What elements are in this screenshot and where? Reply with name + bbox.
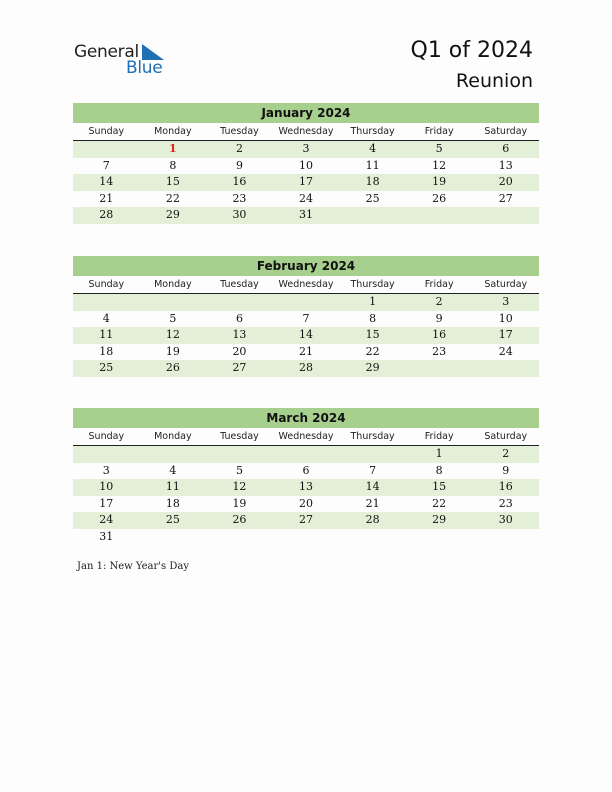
day-cell xyxy=(140,446,207,463)
day-cell: 23 xyxy=(498,496,513,510)
page-title: Q1 of 2024 xyxy=(410,38,533,63)
day-cell xyxy=(73,141,140,158)
day-cell: 17 xyxy=(99,496,114,510)
day-cell: 26 xyxy=(432,191,447,205)
day-cell: 24 xyxy=(299,191,314,205)
day-cell: 17 xyxy=(299,175,314,188)
week-row xyxy=(73,344,539,361)
day-cell: 18 xyxy=(365,175,380,188)
weekday-label: Friday xyxy=(424,279,454,290)
day-cell: 20 xyxy=(232,344,247,358)
day-cell: 5 xyxy=(169,311,177,325)
day-cell: 3 xyxy=(302,142,310,155)
day-cell: 1 xyxy=(435,447,443,460)
logo-text-blue: Blue xyxy=(126,58,163,78)
day-cell: 27 xyxy=(232,361,247,374)
day-cell xyxy=(472,529,539,546)
day-cell: 15 xyxy=(165,175,180,188)
weekday-label: Thursday xyxy=(350,279,395,290)
weekday-label: Wednesday xyxy=(278,431,334,442)
weekday-label: Monday xyxy=(154,126,192,137)
day-cell: 5 xyxy=(235,463,243,477)
week-row xyxy=(73,463,539,480)
month-title: February 2024 xyxy=(73,256,539,276)
day-cell: 21 xyxy=(299,344,314,358)
weekday-label: Wednesday xyxy=(278,126,334,137)
week-row xyxy=(73,529,539,546)
day-cell: 28 xyxy=(299,361,314,374)
day-cell: 28 xyxy=(365,513,380,526)
day-cell xyxy=(472,207,539,224)
day-cell: 1 xyxy=(369,295,377,308)
day-cell: 10 xyxy=(299,158,314,172)
weekday-label: Friday xyxy=(424,431,454,442)
day-cell xyxy=(273,529,340,546)
day-cell: 19 xyxy=(432,175,447,188)
week-row xyxy=(73,446,539,463)
week-row xyxy=(73,479,539,496)
weekday-header-row xyxy=(73,123,539,141)
day-cell: 26 xyxy=(232,513,247,526)
day-cell: 11 xyxy=(99,328,114,341)
month-title: January 2024 xyxy=(73,103,539,123)
day-cell xyxy=(73,294,140,311)
weekday-label: Saturday xyxy=(484,126,528,137)
weekday-label: Monday xyxy=(154,279,192,290)
week-row xyxy=(73,512,539,529)
day-cell: 10 xyxy=(498,311,513,325)
day-cell: 16 xyxy=(432,328,447,341)
month-calendar-march xyxy=(73,408,539,545)
day-cell xyxy=(73,446,140,463)
day-cell: 29 xyxy=(365,361,380,374)
day-cell: 8 xyxy=(435,463,443,477)
day-cell: 4 xyxy=(169,463,177,477)
day-cell: 11 xyxy=(165,480,180,493)
day-cell: 8 xyxy=(369,311,377,325)
day-cell: 23 xyxy=(232,191,247,205)
weekday-label: Saturday xyxy=(484,431,528,442)
week-row xyxy=(73,311,539,328)
month-calendar-february xyxy=(73,256,539,377)
day-cell xyxy=(140,529,207,546)
day-cell: 6 xyxy=(502,142,510,155)
day-cell: 30 xyxy=(498,513,513,526)
day-cell: 24 xyxy=(99,513,114,526)
day-cell: 4 xyxy=(102,311,110,325)
day-cell: 17 xyxy=(498,328,513,341)
day-cell: 10 xyxy=(99,480,114,493)
day-cell xyxy=(406,207,473,224)
month-title: March 2024 xyxy=(73,408,539,428)
day-cell: 13 xyxy=(299,480,314,493)
week-row xyxy=(73,141,539,158)
weekday-label: Sunday xyxy=(88,431,125,442)
day-cell xyxy=(472,360,539,377)
day-cell: 19 xyxy=(165,344,180,358)
day-cell: 18 xyxy=(165,496,180,510)
day-cell xyxy=(206,529,273,546)
day-cell: 21 xyxy=(99,191,114,205)
day-cell: 30 xyxy=(232,208,247,221)
weekday-label: Tuesday xyxy=(220,431,259,442)
day-cell: 22 xyxy=(165,191,180,205)
day-cell: 16 xyxy=(232,175,247,188)
day-cell: 2 xyxy=(502,447,510,460)
day-cell: 29 xyxy=(432,513,447,526)
day-cell xyxy=(273,294,340,311)
generalblue-logo xyxy=(74,42,174,78)
day-cell xyxy=(140,294,207,311)
day-cell: 3 xyxy=(102,463,110,477)
day-cell: 4 xyxy=(369,142,377,155)
week-row xyxy=(73,207,539,224)
weekday-label: Wednesday xyxy=(278,279,334,290)
holiday-note: Jan 1: New Year's Day xyxy=(77,561,189,572)
day-cell: 21 xyxy=(365,496,380,510)
day-cell: 24 xyxy=(498,344,513,358)
week-row xyxy=(73,191,539,208)
weekday-header-row xyxy=(73,428,539,446)
day-cell: 12 xyxy=(432,158,447,172)
day-cell: 20 xyxy=(299,496,314,510)
day-cell: 15 xyxy=(365,328,380,341)
day-cell: 31 xyxy=(299,208,314,221)
day-cell: 13 xyxy=(498,158,513,172)
weekday-label: Friday xyxy=(424,126,454,137)
logo-text-general: General xyxy=(74,42,139,62)
day-cell: 6 xyxy=(235,311,243,325)
day-cell xyxy=(406,529,473,546)
week-row xyxy=(73,360,539,377)
day-cell xyxy=(206,446,273,463)
day-cell xyxy=(206,294,273,311)
day-cell: 9 xyxy=(235,158,243,172)
day-cell: 15 xyxy=(432,480,447,493)
day-cell: 27 xyxy=(498,191,513,205)
weekday-label: Sunday xyxy=(88,279,125,290)
weekday-label: Saturday xyxy=(484,279,528,290)
day-cell: 12 xyxy=(232,480,247,493)
day-cell xyxy=(339,529,406,546)
day-cell: 18 xyxy=(99,344,114,358)
day-cell: 6 xyxy=(302,463,310,477)
day-cell: 22 xyxy=(365,344,380,358)
week-row xyxy=(73,174,539,191)
week-row xyxy=(73,294,539,311)
day-cell: 2 xyxy=(435,295,443,308)
weekday-label: Monday xyxy=(154,431,192,442)
day-cell: 14 xyxy=(299,328,314,341)
day-cell: 13 xyxy=(232,328,247,341)
weekday-label: Sunday xyxy=(88,126,125,137)
day-cell: 16 xyxy=(498,480,513,493)
day-cell: 2 xyxy=(235,142,243,155)
day-cell: 27 xyxy=(299,513,314,526)
weekday-label: Tuesday xyxy=(220,279,259,290)
day-cell: 3 xyxy=(502,295,510,308)
day-cell: 14 xyxy=(99,175,114,188)
day-cell: 19 xyxy=(232,496,247,510)
month-calendar-january xyxy=(73,103,539,224)
day-cell: 7 xyxy=(302,311,310,325)
week-row xyxy=(73,327,539,344)
week-row xyxy=(73,496,539,513)
day-cell: 23 xyxy=(432,344,447,358)
day-cell: 11 xyxy=(365,158,380,172)
day-cell: 28 xyxy=(99,208,114,221)
day-cell: 8 xyxy=(169,158,177,172)
day-cell: 12 xyxy=(165,328,180,341)
day-cell: 26 xyxy=(165,361,180,374)
day-cell: 9 xyxy=(502,463,510,477)
week-row xyxy=(73,158,539,175)
country-name: Reunion xyxy=(455,70,533,92)
day-cell: 1 xyxy=(169,142,177,155)
weekday-label: Tuesday xyxy=(220,126,259,137)
weekday-label: Thursday xyxy=(350,431,395,442)
day-cell: 29 xyxy=(165,208,180,221)
day-cell xyxy=(339,207,406,224)
day-cell: 31 xyxy=(99,529,114,543)
day-cell: 25 xyxy=(165,513,180,526)
day-cell: 14 xyxy=(365,480,380,493)
day-cell xyxy=(339,446,406,463)
weekday-label: Thursday xyxy=(350,126,395,137)
day-cell: 9 xyxy=(435,311,443,325)
day-cell xyxy=(406,360,473,377)
day-cell: 7 xyxy=(369,463,377,477)
day-cell: 25 xyxy=(365,191,380,205)
weekday-header-row xyxy=(73,276,539,294)
day-cell: 7 xyxy=(102,158,110,172)
day-cell: 25 xyxy=(99,361,114,374)
day-cell: 5 xyxy=(435,142,443,155)
day-cell xyxy=(273,446,340,463)
day-cell: 20 xyxy=(498,175,513,188)
day-cell: 22 xyxy=(432,496,447,510)
